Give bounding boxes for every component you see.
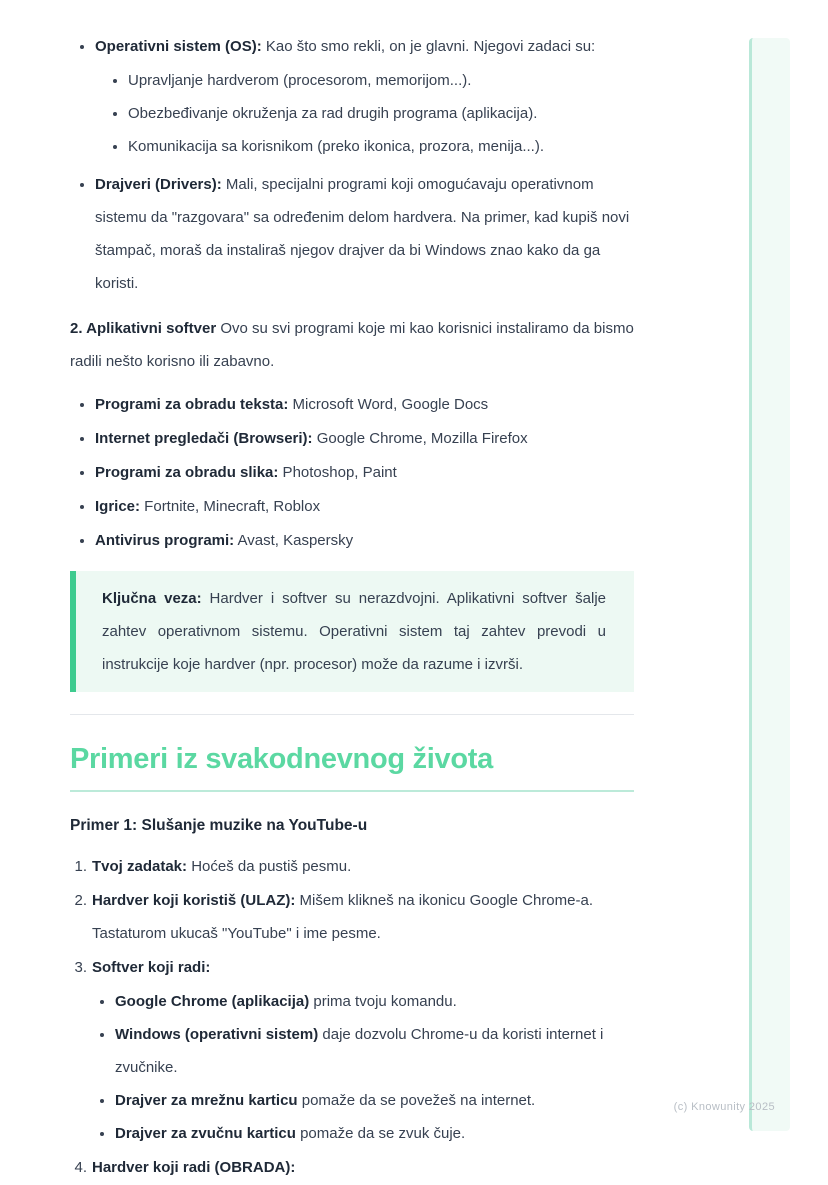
step-item-1 [70,850,634,883]
list-item-term: Internet pregledači (Browseri): [95,430,313,447]
application-software-paragraph [70,312,634,378]
list-item-os [95,30,634,163]
list-item-term: Igrice: [95,498,141,515]
system-software-list [70,30,634,300]
paragraph-text: Ovo su svi programi koje mi kao korisnici instaliramo da bismo radili nešto korisno ili zabavno. [70,320,634,370]
list-item-term: Programi za obradu teksta: [95,396,289,413]
list-item-text: Avast, Kaspersky [234,532,354,549]
paragraph-lead: 2. Aplikativni softver [70,320,217,337]
step-number: 2. [74,892,87,909]
callout-term: Ključna veza: [102,590,202,607]
list-item-term: Drajveri (Drivers): [95,176,222,193]
list-item-text: Kao što smo rekli, on je glavni. Njegovi zadaci su: [261,38,596,55]
list-item-text: Mali, specijalni programi koji omogućavaju operativnom sistemu da "razgovara" sa određenim delom hardvera. Na primer, kad kupiš novi štampač, moraš da instaliraš njegov drajver da bi Windows znao kako da ga koristi. [95,176,630,292]
list-item-text: Microsoft Word, Google Docs [288,396,489,413]
section-divider [70,714,634,715]
os-tasks-list [95,64,634,163]
step-text: Hoćeš da pustiš pesmu. [187,858,352,875]
list-item-term: Operativni sistem (OS): [95,38,262,55]
list-item-text: pomaže da se povežeš na internet. [297,1092,536,1109]
callout-text-block [102,582,606,681]
step-term: Softver koji radi: [92,959,211,976]
key-connection-callout [70,571,634,692]
list-item [115,1117,634,1150]
steps-list [70,850,634,1184]
step-term: Hardver koji koristiš (ULAZ): [92,892,296,909]
step-item-4 [70,1151,634,1184]
step-term: Tvoj zadatak: [92,858,188,875]
step-term: Hardver koji radi (OBRADA): [92,1159,296,1176]
list-item-term: Drajver za zvučnu karticu [115,1125,296,1142]
document-content [70,30,634,1185]
section-heading: Primeri iz svakodnevnog života [70,741,634,792]
list-item: • Obezbeđivanje okruženja za rad drugih programa (aplikacija). [128,97,634,130]
list-item [95,490,634,523]
list-item-term: Antivirus programi: [95,532,235,549]
list-item [95,422,634,455]
list-item-text: Google Chrome, Mozilla Firefox [312,430,528,447]
step-item-2 [70,884,634,950]
step-number: 3. [74,959,87,976]
copyright-footer: (c) Knowunity 2025 [673,1101,775,1113]
step-body [92,884,634,950]
example-heading: Primer 1: Slušanje muzike na YouTube-u [70,817,368,834]
list-item [95,388,634,421]
list-item [115,1084,634,1117]
step-body [92,850,634,883]
list-item [115,1018,634,1084]
list-item-term: Google Chrome (aplikacija) [115,993,310,1010]
list-item-term: Windows (operativni sistem) [115,1026,319,1043]
page-edge-highlight [749,38,790,1131]
list-item-term: Drajver za mrežnu karticu [115,1092,298,1109]
list-item-term: Programi za obradu slika: [95,464,279,481]
list-item-text: prima tvoju komandu. [309,993,457,1010]
list-item: • Upravljanje hardverom (procesorom, memorijom...). [128,64,634,97]
list-item [95,524,634,557]
list-item [115,985,634,1018]
callout-text: Hardver i softver su nerazdvojni. Aplikativni softver šalje zahtev operativnom sistemu. Operativni sistem taj zahtev prevodi u instrukcije koje hardver (npr. procesor) može da razume i izvrši. [102,590,606,673]
list-item: • Komunikacija sa korisnikom (preko ikonica, prozora, menija...). [128,130,634,163]
list-item [95,456,634,489]
list-item-text: daje dozvolu Chrome-u da koristi internet i zvučnike. [115,1026,604,1076]
step-item-3 [70,951,634,1150]
application-examples-list [70,388,634,557]
list-item-text: Fortnite, Minecraft, Roblox [140,498,321,515]
step-text: Mišem klikneš na ikonicu Google Chrome-a. Tastaturom ukucaš "YouTube" i ime pesme. [92,892,593,942]
step-body [92,1151,634,1184]
list-item-text: Photoshop, Paint [278,464,397,481]
software-actions-list [92,985,634,1150]
step-number: 1. [74,858,87,875]
list-item-drivers [95,168,634,300]
step-number: 4. [74,1159,87,1176]
list-item-text: pomaže da se zvuk čuje. [295,1125,466,1142]
step-body [92,951,634,1150]
